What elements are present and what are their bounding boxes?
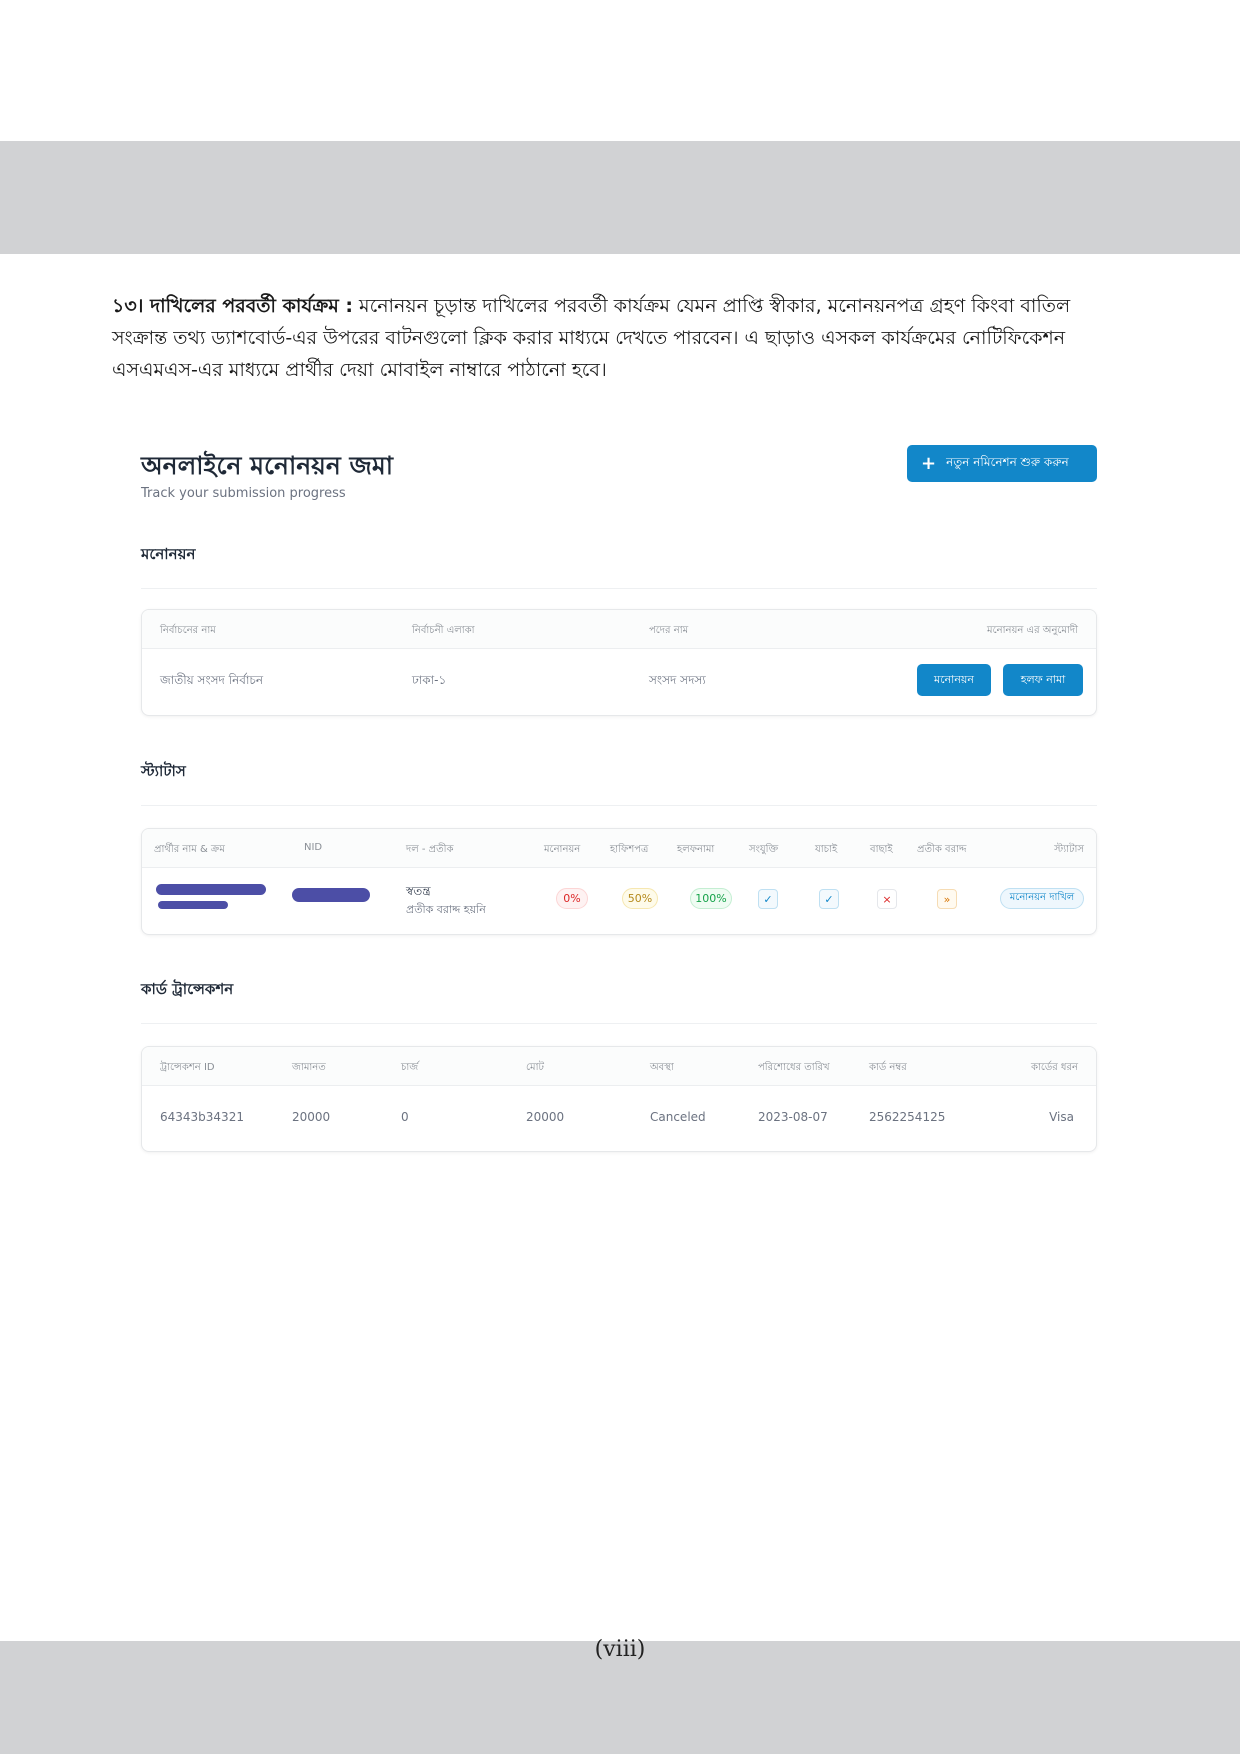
symbol-pending-icon: »: [937, 889, 957, 909]
redacted-serial: [158, 901, 228, 909]
page-number: (viii): [594, 1637, 646, 1662]
divider: [141, 588, 1097, 589]
deposit-cell: 20000: [292, 1110, 331, 1124]
table-header: [142, 829, 1096, 868]
page-subtitle: Track your submission progress: [141, 486, 346, 501]
column-header: স্ট্যাটাস: [1054, 844, 1084, 855]
affidavit-button[interactable]: হলফ নামা: [1003, 664, 1083, 696]
column-header: পরিশোধের তারিখ: [758, 1062, 830, 1073]
verification-check-icon: ✓: [819, 889, 839, 909]
new-nomination-button[interactable]: [907, 445, 1097, 482]
column-header: সংযুক্তি: [749, 844, 779, 855]
nomination-table: [141, 609, 1097, 716]
column-header: কার্ড নম্বর: [869, 1062, 907, 1073]
redacted-nid: [292, 888, 370, 902]
column-header: চার্জ: [401, 1062, 419, 1073]
column-header: অবস্থা: [650, 1062, 674, 1073]
transaction-section-title: কার্ড ট্রান্সেকশন: [141, 980, 234, 998]
redacted-name: [156, 884, 266, 895]
column-header: নির্বাচনী এলাকা: [412, 625, 475, 636]
column-header: বাছাই: [870, 844, 893, 855]
column-header: পদের নাম: [649, 625, 689, 636]
nomination-progress-badge: 0%: [556, 888, 588, 909]
transaction-table: [141, 1046, 1097, 1152]
status-badge: মনোনয়ন দাখিল: [1000, 888, 1084, 909]
column-header: কার্ডের ধরন: [1030, 1062, 1078, 1073]
instruction-text: মনোনয়ন চূড়ান্ত দাখিলের পরবর্তী কার্যক্রম যেমন প্রাপ্তি স্বীকার, মনোনয়নপত্র গ্রহণ কিংবা বাতিল সংক্রান্ত তথ্য ড্যাশবোর্ড-এর উপরের বাটনগুলো ক্লিক করার মাধ্যমে দেখতে পারবেন। এ ছাড়াও এসকল কার্যক্রমের নোটিফিকেশন এসএমএস-এর মাধ্যমে প্রার্থীর দেয়া মোবাইল নাম্বারে পাঠানো হবে।: [112, 295, 1071, 381]
transaction-status-cell: Canceled: [650, 1110, 706, 1124]
divider: [141, 805, 1097, 806]
new-nomination-label: নতুন নমিনেশন শুরু করুন: [946, 454, 1069, 469]
column-header: জামানত: [292, 1062, 326, 1073]
table-header: [142, 610, 1096, 649]
attachment-check-icon: ✓: [758, 889, 778, 909]
column-header: নির্বাচনের নাম: [160, 625, 216, 636]
symbol-note: প্রতীক বরাদ্দ হয়নি: [406, 903, 486, 916]
election-name-cell: জাতীয় সংসদ নির্বাচন: [160, 673, 264, 687]
selection-cross-icon: ×: [877, 889, 897, 909]
second-progress-badge: 50%: [622, 888, 658, 909]
card-number-cell: 2562254125: [869, 1110, 946, 1124]
divider: [141, 1023, 1097, 1024]
payment-date-cell: 2023-08-07: [758, 1110, 828, 1124]
affidavit-progress-badge: 100%: [690, 888, 732, 909]
column-header: NID: [304, 842, 323, 853]
column-header: মনোনয়ন এর অনুমোদী: [987, 625, 1078, 636]
page-title: অনলাইনে মনোনয়ন জমা: [141, 451, 393, 480]
column-header: প্রার্থীর নাম & ক্রম: [154, 844, 225, 855]
nomination-section-title: মনোনয়ন: [141, 545, 196, 563]
column-header: মনোনয়ন: [544, 844, 581, 855]
column-header: ট্রান্সেকশন ID: [160, 1062, 215, 1073]
plus-icon: +: [921, 452, 937, 474]
charge-cell: 0: [401, 1110, 409, 1124]
column-header: প্রতীক বরাদ্দ: [917, 844, 967, 855]
card-type-cell: Visa: [1049, 1110, 1074, 1124]
post-name-cell: সংসদ সদস্য: [649, 673, 706, 687]
header-band: [0, 141, 1240, 254]
column-header: হাফিশপত্র: [610, 844, 649, 855]
instruction-paragraph: [112, 290, 1130, 386]
transaction-id-cell: 64343b34321: [160, 1110, 244, 1124]
dashboard-screenshot: [128, 430, 1114, 1170]
status-section-title: স্ট্যাটাস: [141, 762, 186, 780]
column-header: দল - প্রতীক: [406, 844, 454, 855]
party-name: স্বতন্ত্র: [406, 884, 431, 898]
nomination-button[interactable]: মনোনয়ন: [917, 664, 991, 696]
status-table: [141, 828, 1097, 935]
total-cell: 20000: [526, 1110, 565, 1124]
column-header: হলফনামা: [677, 844, 715, 855]
column-header: যাচাই: [815, 844, 838, 855]
table-header: [142, 1047, 1096, 1086]
instruction-heading: ১৩। দাখিলের পরবর্তী কার্যক্রম :: [112, 295, 353, 317]
column-header: মোট: [526, 1062, 544, 1073]
constituency-cell: ঢাকা-১: [412, 673, 447, 687]
